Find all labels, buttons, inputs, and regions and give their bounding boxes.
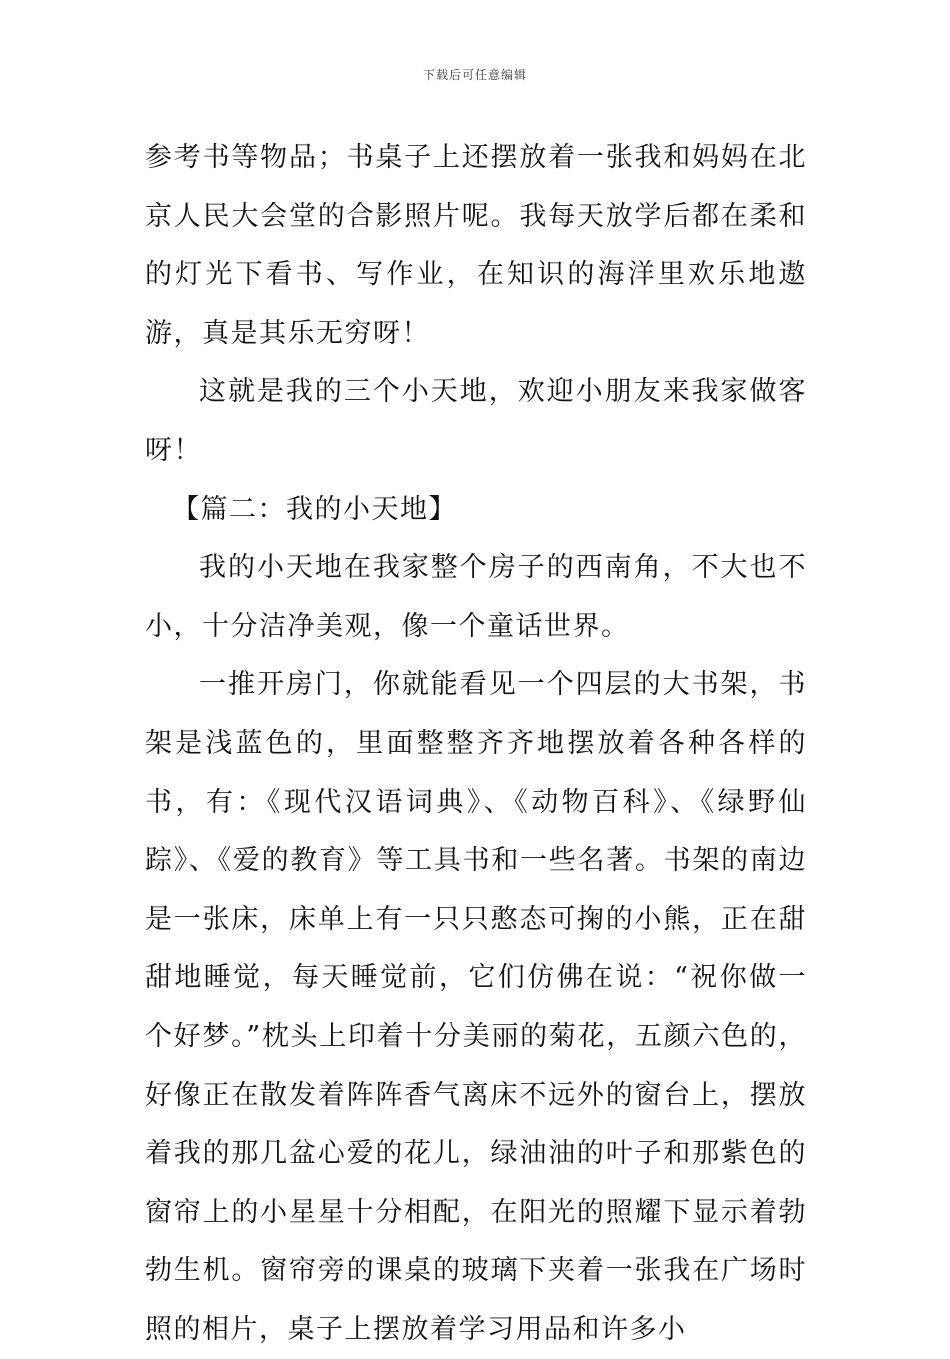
- document-body: [145, 129, 807, 1359]
- section-heading: 【篇二：我的小天地】: [172, 493, 457, 525]
- paragraph-closing: 这就是我的三个小天地，欢迎小朋友来我家做客呀！: [145, 376, 807, 466]
- paragraph-continuation: 参考书等物品；书桌子上还摆放着一张我和妈妈在北京人民大会堂的合影照片呢。我每天放学后都在柔和的灯光下看书、写作业，在知识的海洋里欢乐地遨游，真是其乐无穷呀！: [145, 142, 807, 349]
- paragraph-intro: 我的小天地在我家整个房子的西南角，不大也不小，十分洁净美观，像一个童话世界。: [145, 552, 807, 642]
- page-header-note: 下载后可任意编辑: [422, 68, 527, 82]
- paragraph-description: 一推开房门，你就能看见一个四层的大书架，书架是浅蓝色的，里面整整齐齐地摆放着各种各样的书，有：《现代汉语词典》、《动物百科》、《绿野仙踪》、《爱的教育》等工具书和一些名著。书架的南边是一张床，床单上有一只只憨态可掬的小熊，正在甜甜地睡觉，每天睡觉前，它们仿佛在说：“祝你做一个好梦。”枕头上印着十分美丽的菊花，五颜六色的，好像正在散发着阵阵香气离床不远外的窗台上，摆放着我的那几盆心爱的花儿，绿油油的叶子和那紫色的窗帘上的小星星十分相配，在阳光的照耀下显示着勃勃生机。窗帘旁的课桌的玻璃下夹着一张我在广场时照的相片，桌子上摆放着学习用品和许多小: [145, 669, 807, 1345]
